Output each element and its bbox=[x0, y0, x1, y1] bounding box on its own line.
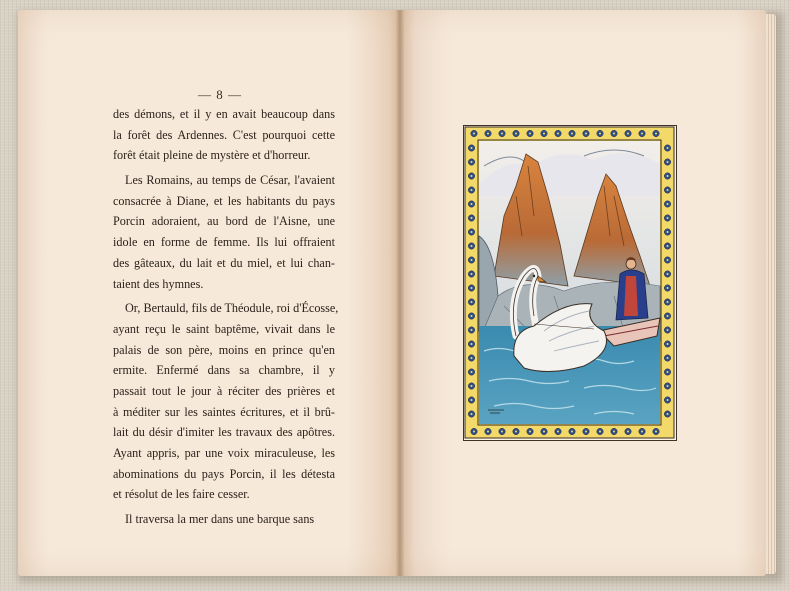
page-number: — 8 — bbox=[198, 87, 242, 102]
border-flower-center bbox=[585, 431, 587, 433]
border-flower-center bbox=[471, 301, 473, 303]
illustration-plate bbox=[463, 125, 677, 441]
border-flower-center bbox=[543, 133, 545, 135]
border-flower-center bbox=[613, 431, 615, 433]
border-flower-center bbox=[641, 133, 643, 135]
scene bbox=[479, 141, 660, 424]
border-flower-center bbox=[667, 343, 669, 345]
border-flower-center bbox=[599, 133, 601, 135]
border-flower-center bbox=[471, 259, 473, 261]
border-flower-center bbox=[471, 357, 473, 359]
border-flower-center bbox=[655, 133, 657, 135]
border-flower-center bbox=[667, 315, 669, 317]
border-flower-center bbox=[571, 431, 573, 433]
text-line: abominations du pays Porcin, il les détesta bbox=[113, 466, 335, 481]
border-flower-center bbox=[667, 329, 669, 331]
text-line: des gâteaux, du lait et du miel, et lui chan- bbox=[113, 255, 335, 270]
border-flower-center bbox=[473, 133, 475, 135]
border-flower-center bbox=[667, 203, 669, 205]
border-flower-center bbox=[667, 413, 669, 415]
border-flower-center bbox=[667, 273, 669, 275]
text-line: palais de son père, moins en prince qu'en bbox=[113, 342, 335, 357]
border-flower-center bbox=[529, 431, 531, 433]
text-line: la forêt des Ardennes. C'est pourquoi cette bbox=[113, 127, 335, 142]
text-line: Ayant appris, par une voix miraculeuse, les bbox=[113, 446, 335, 460]
border-flower-center bbox=[543, 431, 545, 433]
border-flower-center bbox=[667, 175, 669, 177]
border-flower-center bbox=[471, 385, 473, 387]
border-flower-center bbox=[471, 203, 473, 205]
border-flower-center bbox=[515, 431, 517, 433]
border-flower-center bbox=[613, 133, 615, 135]
border-flower-center bbox=[515, 133, 517, 135]
text-line: et résolut de les faire cesser. bbox=[113, 487, 250, 502]
border-flower-center bbox=[471, 217, 473, 219]
border-flower-center bbox=[471, 343, 473, 345]
border-flower-center bbox=[471, 329, 473, 331]
border-flower-center bbox=[501, 431, 503, 433]
border-flower-center bbox=[641, 431, 643, 433]
border-flower-center bbox=[667, 147, 669, 149]
text-line: Il traversa la mer dans une barque sans bbox=[125, 512, 315, 527]
border-flower-center bbox=[471, 399, 473, 401]
border-flower-center bbox=[667, 161, 669, 163]
border-flower-center bbox=[471, 147, 473, 149]
border-flower-center bbox=[667, 245, 669, 247]
border-flower-center bbox=[471, 273, 473, 275]
border-flower-center bbox=[471, 231, 473, 233]
text-line: Or, Bertauld, fils de Théodule, roi d'Écosse, bbox=[125, 301, 339, 316]
border-flower-center bbox=[471, 413, 473, 415]
border-flower-center bbox=[667, 259, 669, 261]
border-flower-center bbox=[529, 133, 531, 135]
border-flower-center bbox=[471, 315, 473, 317]
text-line: ermite. Enfermé dans sa chambre, il y bbox=[113, 363, 335, 378]
border-flower-center bbox=[471, 175, 473, 177]
border-flower-center bbox=[627, 133, 629, 135]
border-flower-center bbox=[471, 161, 473, 163]
text-line: idole en forme de femme. Ils lui offraient bbox=[113, 235, 335, 250]
text-line: Les Romains, au temps de César, l'avaient bbox=[125, 173, 335, 188]
border-flower-center bbox=[599, 431, 601, 433]
border-flower-center bbox=[473, 431, 475, 433]
border-flower-center bbox=[585, 133, 587, 135]
text-line: des démons, et il y en avait beaucoup dans bbox=[113, 107, 335, 121]
border-flower-center bbox=[557, 431, 559, 433]
border-flower-center bbox=[501, 133, 503, 135]
border-flower-center bbox=[471, 245, 473, 247]
border-flower-center bbox=[667, 357, 669, 359]
book-gutter bbox=[396, 10, 404, 576]
border-flower-center bbox=[487, 431, 489, 433]
text-line: à méditer sur les saintes écritures, et il brû- bbox=[113, 404, 335, 419]
border-flower-center bbox=[471, 287, 473, 289]
text-line: ayant reçu le saint baptême, vivait dans le bbox=[113, 321, 335, 336]
border-flower-center bbox=[471, 189, 473, 191]
swan-illustration bbox=[464, 126, 675, 439]
border-flower-center bbox=[471, 371, 473, 373]
text-line: passait tout le jour à réciter des prières et bbox=[113, 383, 335, 398]
text-line: lait du désir d'imiter les travaux des apôtres. bbox=[113, 425, 335, 440]
border-flower-center bbox=[655, 431, 657, 433]
page-edges bbox=[766, 14, 776, 574]
text-line: Porcin adoraient, au bord de l'Aisne, une bbox=[113, 214, 335, 229]
border-flower-center bbox=[667, 217, 669, 219]
border-flower-center bbox=[667, 301, 669, 303]
border-flower-center bbox=[667, 189, 669, 191]
border-flower-center bbox=[487, 133, 489, 135]
border-flower-center bbox=[667, 371, 669, 373]
border-flower-center bbox=[627, 431, 629, 433]
text-line: taient des hymnes. bbox=[113, 276, 204, 291]
border-flower-center bbox=[571, 133, 573, 135]
border-flower-center bbox=[667, 287, 669, 289]
border-flower-center bbox=[667, 231, 669, 233]
text-line: consacrée à Diane, et les habitants du pays bbox=[113, 193, 335, 208]
border-flower-center bbox=[557, 133, 559, 135]
body-text bbox=[113, 104, 339, 530]
border-flower-center bbox=[667, 399, 669, 401]
text-line: forêt était pleine de mystère et d'horreur. bbox=[113, 148, 311, 163]
border-flower-center bbox=[667, 385, 669, 387]
